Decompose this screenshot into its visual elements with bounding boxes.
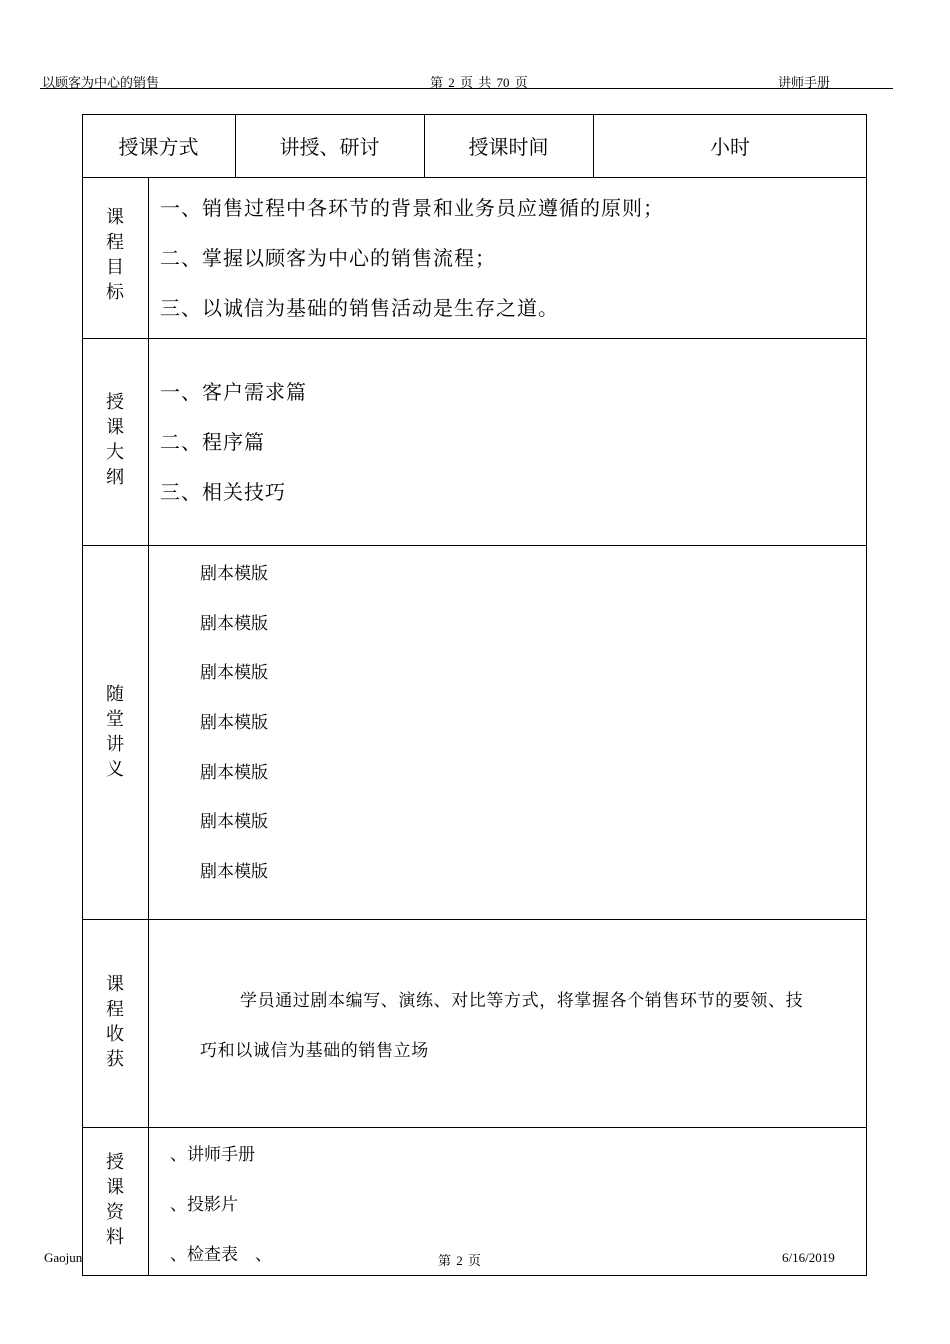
handout-item: 剧本模版	[200, 862, 268, 882]
table-divider	[82, 545, 867, 546]
header-divider	[40, 88, 893, 89]
table-divider	[148, 177, 149, 1276]
material-item: 、讲师手册	[170, 1145, 255, 1165]
handout-item: 剧本模版	[200, 812, 268, 832]
footer-author: Gaojun	[44, 1250, 83, 1265]
footer-page-number: 第 2 页	[438, 1253, 482, 1268]
material-item: 、检查表 、	[170, 1245, 272, 1265]
outline-label: 授 课 大 纲	[106, 392, 124, 488]
course-table	[82, 114, 867, 1276]
table-divider	[82, 919, 867, 920]
table-divider	[82, 338, 867, 339]
objective-item: 三、以诚信为基础的销售活动是生存之道。	[160, 296, 559, 320]
materials-label: 授 课 资 料	[106, 1152, 124, 1248]
table-divider	[82, 1127, 867, 1128]
time-value: 小时	[710, 135, 750, 159]
objective-item: 二、掌握以顾客为中心的销售流程；	[160, 246, 496, 270]
objectives-label: 课 程 目 标	[106, 207, 124, 303]
outline-item: 一、客户需求篇	[160, 380, 307, 404]
handout-item: 剧本模版	[200, 713, 268, 733]
time-label: 授课时间	[468, 135, 549, 159]
outline-item: 三、相关技巧	[160, 480, 286, 504]
handout-item: 剧本模版	[200, 763, 268, 783]
handout-item: 剧本模版	[200, 564, 268, 584]
gains-text-line1: 学员通过剧本编写、演练、对比等方式，将掌握各个销售环节的要领、技	[240, 991, 804, 1011]
table-divider	[82, 177, 867, 178]
header-document-title: 以顾客为中心的销售	[42, 76, 160, 91]
header-page-count: 第 2 页 共 70 页	[430, 75, 528, 90]
footer-date: 6/16/2019	[782, 1250, 835, 1265]
handout-item: 剧本模版	[200, 614, 268, 634]
outline-item: 二、程序篇	[160, 430, 265, 454]
gains-text-line2: 巧和以诚信为基础的销售立场	[200, 1041, 429, 1061]
header-manual-name: 讲师手册	[778, 76, 831, 91]
handouts-label: 随 堂 讲 义	[106, 684, 124, 780]
method-value: 讲授、研讨	[279, 135, 380, 159]
objective-item: 一、销售过程中各环节的背景和业务员应遵循的原则；	[160, 196, 664, 220]
gains-label: 课 程 收 获	[106, 974, 124, 1070]
handout-item: 剧本模版	[200, 663, 268, 683]
method-label: 授课方式	[118, 135, 199, 159]
material-item: 、投影片	[170, 1195, 238, 1215]
